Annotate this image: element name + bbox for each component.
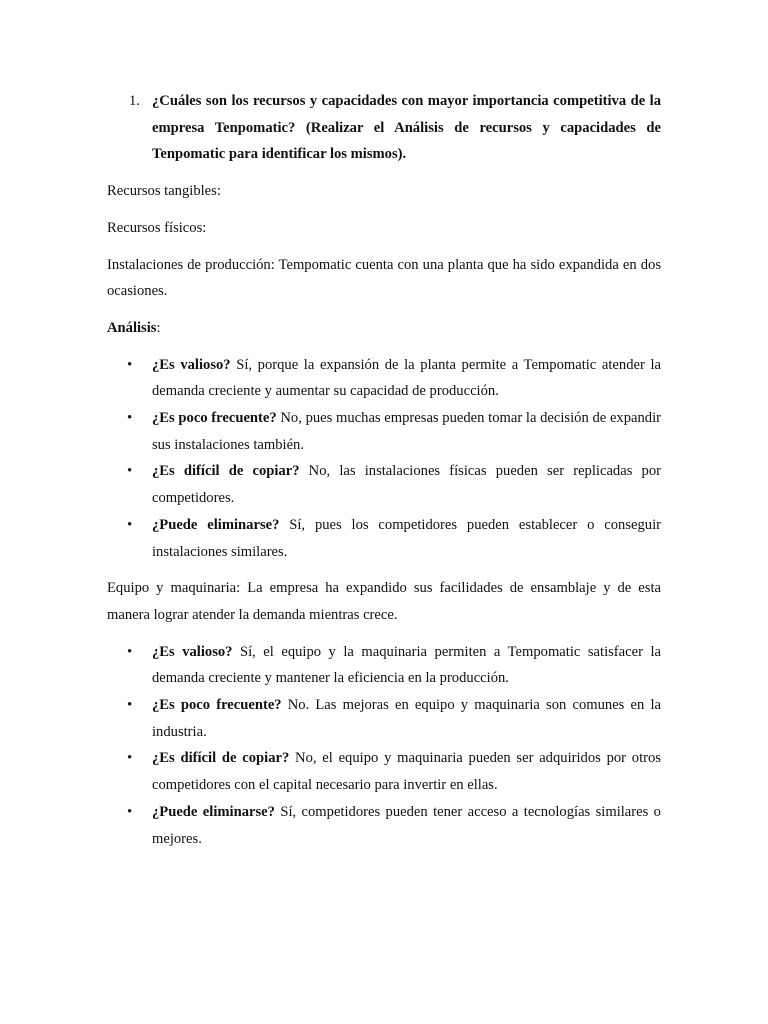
- bullet-icon: •: [127, 697, 133, 714]
- bullet-icon: •: [127, 803, 133, 820]
- bullet-icon: •: [127, 463, 133, 480]
- bullet-question: ¿Puede eliminarse?: [152, 803, 275, 820]
- bullet-icon: •: [127, 410, 133, 427]
- bullet-answer: No, pues muchas empresas pueden tomar la decisión de expandir sus instalaciones también.: [152, 410, 661, 453]
- list-item: [107, 458, 661, 511]
- bullet-icon: •: [127, 750, 133, 767]
- bullet-icon: •: [127, 516, 133, 533]
- bullet-answer: No. Las mejoras en equipo y maquinaria son comunes en la industria.: [152, 697, 661, 740]
- bullet-answer: Sí, pues los competidores pueden establecer o conseguir instalaciones similares.: [152, 516, 661, 560]
- paragraph-instalaciones: Instalaciones de producción: Tempomatic cuenta con una planta que ha sido expandida en dos ocasiones.: [107, 256, 661, 300]
- analisis-label-line: [107, 315, 661, 342]
- heading-recursos-fisicos: Recursos físicos:: [107, 219, 207, 236]
- bullet-question: ¿Es difícil de copiar?: [152, 463, 300, 480]
- document-body: [107, 88, 661, 862]
- bullet-question: ¿Es valioso?: [152, 356, 231, 373]
- bullet-question: ¿Es poco frecuente?: [152, 410, 277, 427]
- list-item: [107, 639, 661, 692]
- list-item: [107, 692, 661, 745]
- bullet-answer: Sí, competidores pueden tener acceso a tecnologías similares o mejores.: [152, 803, 661, 847]
- bullet-icon: •: [127, 356, 133, 373]
- analisis-label: Análisis: [107, 319, 157, 336]
- list-item: [107, 799, 661, 852]
- bullet-question: ¿Es difícil de copiar?: [152, 750, 290, 767]
- analysis-list-instalaciones: [107, 352, 661, 566]
- bullet-answer: No, las instalaciones físicas pueden ser replicadas por competidores.: [152, 463, 661, 507]
- bullet-question: ¿Puede eliminarse?: [152, 516, 280, 533]
- bullet-answer: Sí, porque la expansión de la planta permite a Tempomatic atender la demanda creciente y aumentar su capacidad de producción.: [152, 356, 661, 400]
- list-item: [107, 745, 661, 798]
- bullet-question: ¿Es poco frecuente?: [152, 697, 282, 714]
- bullet-answer: No, el equipo y maquinaria pueden ser adquiridos por otros competidores con el capital necesario para invertir en ellas.: [152, 750, 661, 794]
- bullet-answer: Sí, el equipo y la maquinaria permiten a Tempomatic satisfacer la demanda creciente y mantener la eficiencia en la producción.: [152, 643, 661, 687]
- analysis-list-equipo: [107, 639, 661, 853]
- list-item: [107, 352, 661, 405]
- bullet-question: ¿Es valioso?: [152, 643, 233, 660]
- analisis-colon: :: [156, 319, 161, 336]
- question-number: 1.: [129, 93, 140, 109]
- bullet-icon: •: [127, 643, 133, 660]
- heading-recursos-tangibles: Recursos tangibles:: [107, 183, 221, 200]
- question-text: ¿Cuáles son los recursos y capacidades con mayor importancia competitiva de la empresa Tenpomatic? (Realizar el Análisis de recursos y capacidades de Tenpomatic para identificar los mismos).: [152, 93, 661, 163]
- list-item: [107, 405, 661, 458]
- paragraph-equipo: Equipo y maquinaria: La empresa ha expandido sus facilidades de ensamblaje y de esta manera lograr atender la demanda mientras crece.: [107, 580, 661, 623]
- list-item: [107, 512, 661, 565]
- numbered-question: [107, 88, 661, 168]
